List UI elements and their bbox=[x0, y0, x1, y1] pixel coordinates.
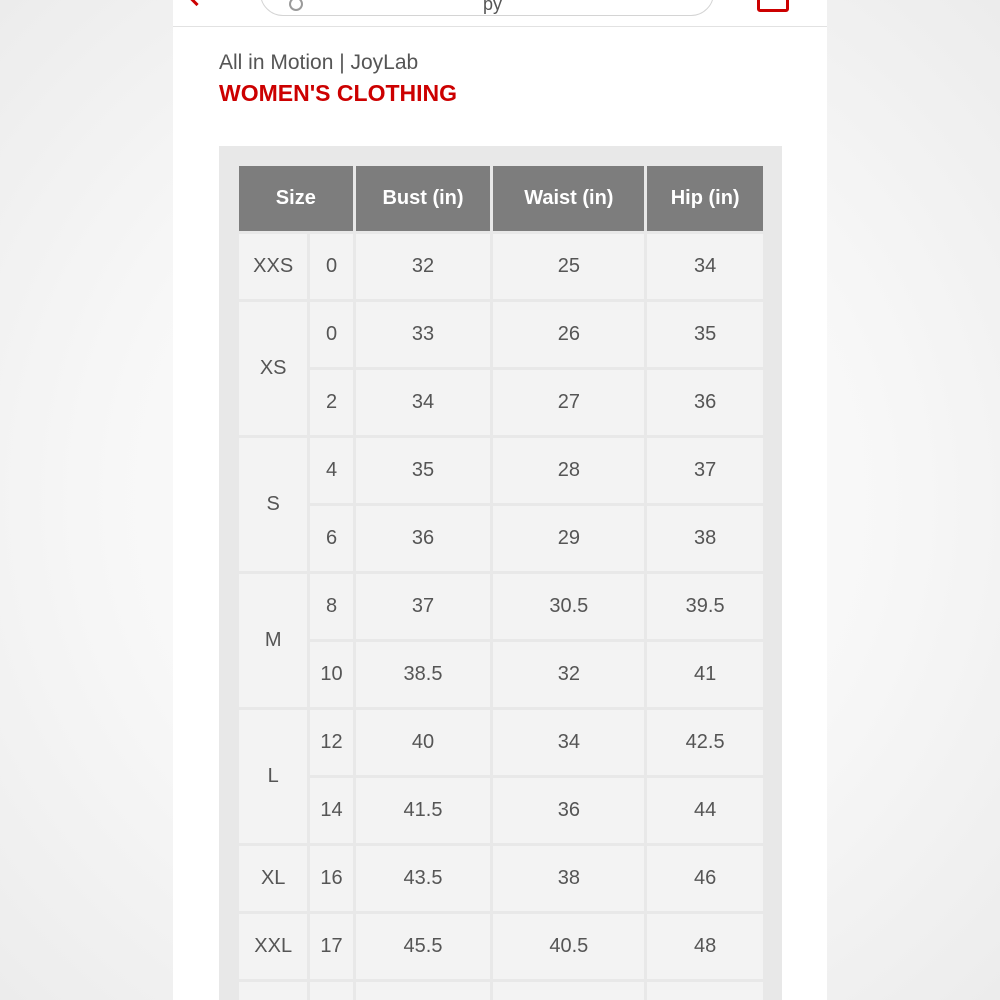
table-row bbox=[239, 982, 763, 1000]
table-row bbox=[239, 778, 763, 843]
bust-value: 36 bbox=[356, 506, 491, 571]
table-row bbox=[239, 370, 763, 435]
table-row bbox=[239, 302, 763, 367]
column-header-waist: Waist (in) bbox=[493, 166, 644, 231]
size-label: L bbox=[239, 710, 307, 843]
waist-value: 28 bbox=[493, 438, 644, 503]
column-header-size: Size bbox=[239, 166, 353, 231]
table-cell bbox=[493, 982, 644, 1000]
hip-value: 41 bbox=[647, 642, 763, 707]
waist-value: 38 bbox=[493, 846, 644, 911]
waist-value: 25 bbox=[493, 234, 644, 299]
size-label: XXS bbox=[239, 234, 307, 299]
numeric-size: 8 bbox=[310, 574, 352, 639]
bust-value: 45.5 bbox=[356, 914, 491, 979]
category-title: WOMEN'S CLOTHING bbox=[219, 80, 458, 106]
numeric-size: 0 bbox=[310, 234, 352, 299]
numeric-size: 17 bbox=[310, 914, 352, 979]
table-header-row bbox=[239, 166, 763, 231]
hip-value: 46 bbox=[647, 846, 763, 911]
hip-value: 44 bbox=[647, 778, 763, 843]
cart-icon[interactable] bbox=[757, 0, 789, 12]
size-label: XS bbox=[239, 302, 307, 435]
table-row bbox=[239, 710, 763, 775]
table-row bbox=[239, 506, 763, 571]
table-cell bbox=[356, 982, 491, 1000]
numeric-size: 4 bbox=[310, 438, 352, 503]
waist-value: 30.5 bbox=[493, 574, 644, 639]
hip-value: 38 bbox=[647, 506, 763, 571]
numeric-size: 2 bbox=[310, 370, 352, 435]
numeric-size: 0 bbox=[310, 302, 352, 367]
page bbox=[173, 0, 827, 1000]
table-row bbox=[239, 914, 763, 979]
numeric-size: 12 bbox=[310, 710, 352, 775]
hip-value: 37 bbox=[647, 438, 763, 503]
size-chart-table bbox=[236, 163, 766, 1000]
numeric-size: 16 bbox=[310, 846, 352, 911]
numeric-size: 10 bbox=[310, 642, 352, 707]
hip-value: 39.5 bbox=[647, 574, 763, 639]
hip-value: 35 bbox=[647, 302, 763, 367]
table-row bbox=[239, 642, 763, 707]
numeric-size: 14 bbox=[310, 778, 352, 843]
search-icon bbox=[289, 0, 303, 11]
size-label: S bbox=[239, 438, 307, 571]
search-input-text: py bbox=[483, 0, 503, 14]
hip-value: 48 bbox=[647, 914, 763, 979]
waist-value: 40.5 bbox=[493, 914, 644, 979]
bust-value: 34 bbox=[356, 370, 491, 435]
bust-value: 33 bbox=[356, 302, 491, 367]
bust-value: 43.5 bbox=[356, 846, 491, 911]
brand-line: All in Motion | JoyLab bbox=[219, 51, 419, 74]
waist-value: 36 bbox=[493, 778, 644, 843]
hip-value: 42.5 bbox=[647, 710, 763, 775]
bust-value: 41.5 bbox=[356, 778, 491, 843]
table-row bbox=[239, 846, 763, 911]
table-row bbox=[239, 234, 763, 299]
waist-value: 26 bbox=[493, 302, 644, 367]
hip-value: 34 bbox=[647, 234, 763, 299]
numeric-size: 6 bbox=[310, 506, 352, 571]
bust-value: 38.5 bbox=[356, 642, 491, 707]
waist-value: 32 bbox=[493, 642, 644, 707]
size-chart-panel bbox=[219, 146, 782, 1000]
top-bar bbox=[173, 0, 827, 27]
table-row bbox=[239, 574, 763, 639]
table-cell bbox=[310, 982, 352, 1000]
bust-value: 32 bbox=[356, 234, 491, 299]
bust-value: 40 bbox=[356, 710, 491, 775]
table-cell bbox=[239, 982, 307, 1000]
bust-value: 35 bbox=[356, 438, 491, 503]
hip-value: 36 bbox=[647, 370, 763, 435]
waist-value: 34 bbox=[493, 710, 644, 775]
column-header-bust: Bust (in) bbox=[356, 166, 491, 231]
table-row bbox=[239, 438, 763, 503]
size-label: XL bbox=[239, 846, 307, 911]
waist-value: 27 bbox=[493, 370, 644, 435]
column-header-hip: Hip (in) bbox=[647, 166, 763, 231]
bust-value: 37 bbox=[356, 574, 491, 639]
chevron-left-icon[interactable] bbox=[186, 0, 207, 6]
waist-value: 29 bbox=[493, 506, 644, 571]
size-label: XXL bbox=[239, 914, 307, 979]
search-input[interactable] bbox=[260, 0, 714, 16]
size-label: M bbox=[239, 574, 307, 707]
table-cell bbox=[647, 982, 763, 1000]
